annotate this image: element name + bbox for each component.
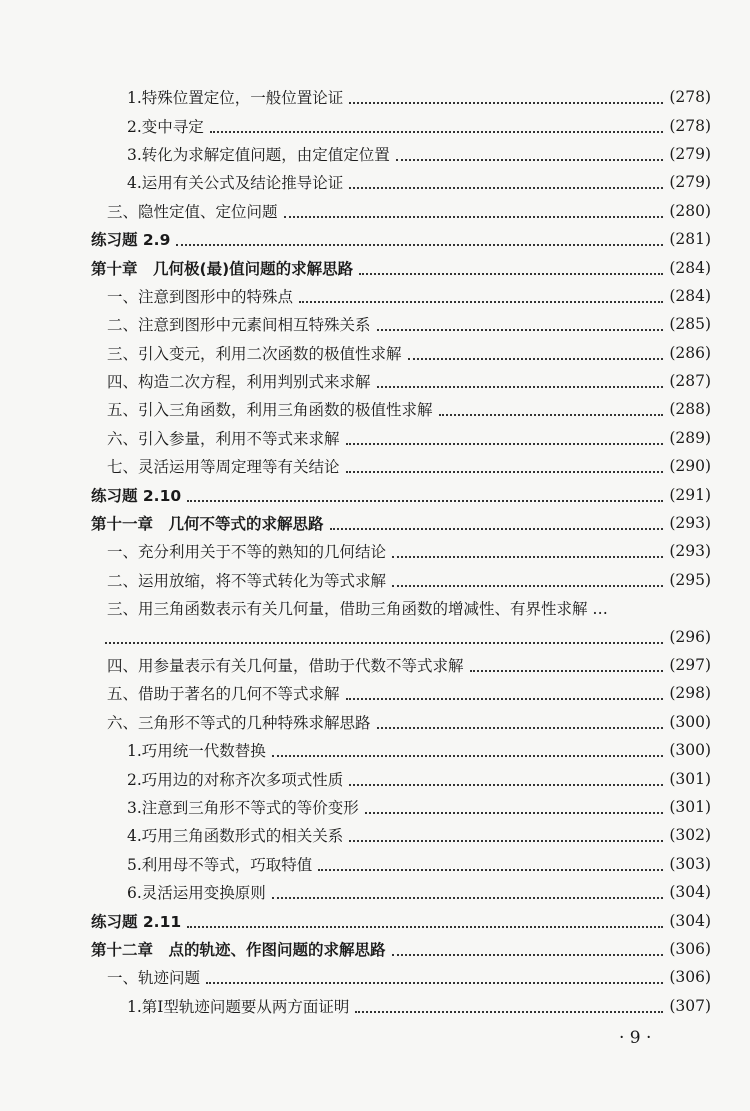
toc-entry[interactable] bbox=[0, 395, 711, 423]
dot-leader bbox=[439, 400, 664, 416]
toc-entry-title: 七、灵活运用等周定理等有关结论 bbox=[107, 458, 340, 477]
toc-entry-title: 3.注意到三角形不等式的等价变形 bbox=[127, 798, 359, 817]
toc-entry-page: (300) bbox=[669, 741, 711, 760]
dot-leader bbox=[349, 826, 663, 842]
toc-entry-title: 练习题 2.11 bbox=[91, 912, 182, 931]
toc-entry-title: 二、运用放缩，将不等式转化为等式求解 bbox=[107, 571, 387, 590]
toc-entry-page: (298) bbox=[669, 684, 711, 703]
toc-entry-page: (279) bbox=[669, 173, 711, 192]
toc-entry-page: (285) bbox=[669, 315, 711, 334]
dot-leader bbox=[187, 912, 663, 928]
toc-entry-page: (303) bbox=[669, 854, 711, 873]
toc-entry-title: 一、轨迹问题 bbox=[107, 969, 201, 988]
dot-leader bbox=[392, 940, 664, 956]
toc-entry-page: (280) bbox=[669, 201, 711, 220]
dot-leader bbox=[176, 230, 663, 246]
toc-entry-page: (290) bbox=[669, 457, 711, 476]
toc-entry-title: 练习题 2.9 bbox=[91, 231, 171, 250]
toc-entry[interactable] bbox=[0, 566, 711, 594]
toc-entry-title: 一、充分利用关于不等的熟知的几何结论 bbox=[107, 543, 387, 562]
dot-leader bbox=[349, 173, 663, 189]
toc-entry-page: (301) bbox=[669, 797, 711, 816]
dot-leader bbox=[377, 372, 664, 388]
toc-entry-title: 1.特殊位置定位，一般位置论证 bbox=[127, 89, 344, 108]
toc-entry[interactable] bbox=[0, 367, 711, 395]
toc-entry-title: 2.变中寻定 bbox=[127, 117, 204, 136]
dot-leader bbox=[187, 486, 663, 502]
dot-leader bbox=[330, 514, 664, 530]
toc-entry[interactable] bbox=[0, 793, 711, 821]
toc-entry[interactable] bbox=[0, 992, 711, 1020]
toc-entry[interactable] bbox=[0, 310, 711, 338]
toc-entry[interactable] bbox=[0, 339, 711, 367]
toc-exercise[interactable] bbox=[0, 480, 711, 508]
table-of-contents bbox=[0, 83, 750, 1020]
dot-leader bbox=[346, 684, 664, 700]
toc-entry-page: (301) bbox=[669, 769, 711, 788]
dot-leader bbox=[408, 344, 664, 360]
dot-leader bbox=[210, 117, 664, 133]
dot-leader bbox=[377, 713, 664, 729]
toc-entry[interactable] bbox=[0, 168, 711, 196]
toc-entry[interactable] bbox=[0, 651, 711, 679]
dot-leader bbox=[299, 287, 663, 303]
toc-entry-title: 3.转化为求解定值问题，由定值定位置 bbox=[127, 145, 390, 164]
dot-leader bbox=[318, 855, 663, 871]
dot-leader bbox=[392, 571, 663, 587]
toc-entry[interactable] bbox=[0, 537, 711, 565]
toc-entry-title: 五、借助于著名的几何不等式求解 bbox=[107, 685, 340, 704]
toc-entry-title: 练习题 2.10 bbox=[91, 486, 182, 505]
toc-exercise[interactable] bbox=[0, 906, 711, 934]
toc-entry[interactable] bbox=[0, 850, 711, 878]
toc-entry-page: (297) bbox=[669, 656, 711, 674]
toc-entry-page: (306) bbox=[669, 968, 711, 987]
dot-leader bbox=[272, 883, 664, 899]
toc-exercise[interactable] bbox=[0, 225, 711, 253]
dot-leader bbox=[349, 88, 663, 104]
toc-entry-title: 1.巧用统一代数替换 bbox=[127, 742, 266, 761]
toc-entry[interactable] bbox=[0, 708, 711, 736]
toc-entry-page: (293) bbox=[669, 514, 711, 533]
toc-entry-page: (289) bbox=[669, 428, 711, 447]
toc-entry[interactable] bbox=[0, 111, 711, 139]
dot-leader bbox=[377, 315, 664, 331]
toc-entry-title: 2.巧用边的对称齐次多项式性质 bbox=[127, 770, 344, 789]
toc-entry-page: (281) bbox=[669, 230, 711, 249]
toc-chapter[interactable] bbox=[0, 509, 711, 537]
dot-leader bbox=[396, 145, 664, 161]
dot-leader bbox=[365, 798, 664, 814]
toc-entry[interactable] bbox=[0, 821, 711, 849]
dot-leader bbox=[346, 457, 664, 473]
toc-entry-title: 六、三角形不等式的几种特殊求解思路 bbox=[107, 713, 371, 732]
toc-entry-title: 三、引入变元，利用二次函数的极值性求解 bbox=[107, 344, 402, 363]
toc-entry-title: 三、隐性定值、定位问题 bbox=[107, 202, 278, 221]
toc-entry-page: (278) bbox=[669, 88, 711, 107]
toc-entry-page: (279) bbox=[669, 144, 711, 163]
toc-entry[interactable] bbox=[0, 282, 711, 310]
toc-entry-page: (302) bbox=[669, 826, 711, 845]
toc-entry[interactable] bbox=[0, 424, 711, 452]
toc-entry[interactable] bbox=[0, 764, 711, 792]
toc-entry-title: 第十二章 点的轨迹、作图问题的求解思路 bbox=[91, 940, 386, 959]
toc-entry[interactable] bbox=[0, 963, 711, 991]
toc-entry-page: (286) bbox=[669, 343, 711, 362]
toc-entry-title: 4.运用有关公式及结论推导论证 bbox=[127, 174, 344, 193]
dot-leader bbox=[359, 259, 663, 275]
toc-entry-page: (300) bbox=[669, 712, 711, 731]
toc-entry-title: 4.巧用三角函数形式的相关关系 bbox=[127, 827, 344, 846]
toc-entry-continuation[interactable] bbox=[0, 622, 711, 650]
toc-entry[interactable] bbox=[0, 197, 711, 225]
toc-entry-page: (293) bbox=[669, 542, 711, 561]
toc-entry-page: (284) bbox=[669, 258, 711, 277]
toc-chapter[interactable] bbox=[0, 935, 711, 963]
toc-entry-title: 第十章 几何极(最)值问题的求解思路 bbox=[91, 259, 354, 278]
dot-leader bbox=[105, 628, 663, 644]
dot-leader bbox=[355, 997, 663, 1013]
toc-chapter[interactable] bbox=[0, 253, 711, 281]
toc-entry-title: 1.第Ⅰ型轨迹问题要从两方面证明 bbox=[127, 997, 350, 1016]
toc-entry-page: (278) bbox=[669, 116, 711, 135]
toc-entry-title: 6.灵活运用变换原则 bbox=[127, 884, 266, 903]
dot-leader bbox=[470, 656, 664, 672]
dot-leader bbox=[206, 968, 663, 984]
toc-entry-title: 四、构造二次方程，利用判别式来求解 bbox=[107, 373, 371, 392]
toc-entry-title: 二、注意到图形中元素间相互特殊关系 bbox=[107, 316, 371, 335]
dot-leader bbox=[392, 542, 663, 558]
toc-entry-page: (304) bbox=[669, 883, 711, 902]
toc-entry-title: 第十一章 几何不等式的求解思路 bbox=[91, 515, 324, 534]
page-number-footer: · 9 · bbox=[619, 1028, 652, 1048]
toc-entry-title: 一、注意到图形中的特殊点 bbox=[107, 287, 294, 306]
toc-entry[interactable] bbox=[0, 140, 711, 168]
toc-entry-page: (295) bbox=[669, 570, 711, 589]
toc-entry[interactable] bbox=[0, 83, 711, 111]
toc-entry-page: (288) bbox=[669, 400, 711, 419]
dot-leader bbox=[346, 429, 664, 445]
toc-entry[interactable] bbox=[0, 452, 711, 480]
toc-entry-page: (284) bbox=[669, 286, 711, 305]
dot-leader bbox=[272, 741, 664, 757]
dot-leader bbox=[284, 202, 664, 218]
toc-entry[interactable] bbox=[0, 594, 711, 622]
toc-entry-title: 六、引入参量，利用不等式来求解 bbox=[107, 429, 340, 448]
toc-entry-page: (304) bbox=[669, 911, 711, 930]
toc-entry-page: (296) bbox=[669, 627, 711, 646]
toc-entry[interactable] bbox=[0, 736, 711, 764]
toc-entry-page: (307) bbox=[669, 996, 711, 1015]
dot-leader bbox=[349, 770, 663, 786]
toc-entry-title: 5.利用母不等式，巧取特值 bbox=[127, 855, 313, 874]
toc-entry[interactable] bbox=[0, 679, 711, 707]
toc-entry-page: (291) bbox=[669, 485, 711, 504]
toc-entry-page: (287) bbox=[669, 372, 711, 391]
toc-entry[interactable] bbox=[0, 878, 711, 906]
toc-entry-page: (306) bbox=[669, 939, 711, 958]
toc-entry-title: 五、引入三角函数，利用三角函数的极值性求解 bbox=[107, 401, 433, 420]
toc-entry-title: 三、用三角函数表示有关几何量，借助三角函数的增减性、有界性求解 … bbox=[107, 600, 608, 619]
toc-entry-title: 四、用参量表示有关几何量，借助于代数不等式求解 bbox=[107, 657, 464, 675]
